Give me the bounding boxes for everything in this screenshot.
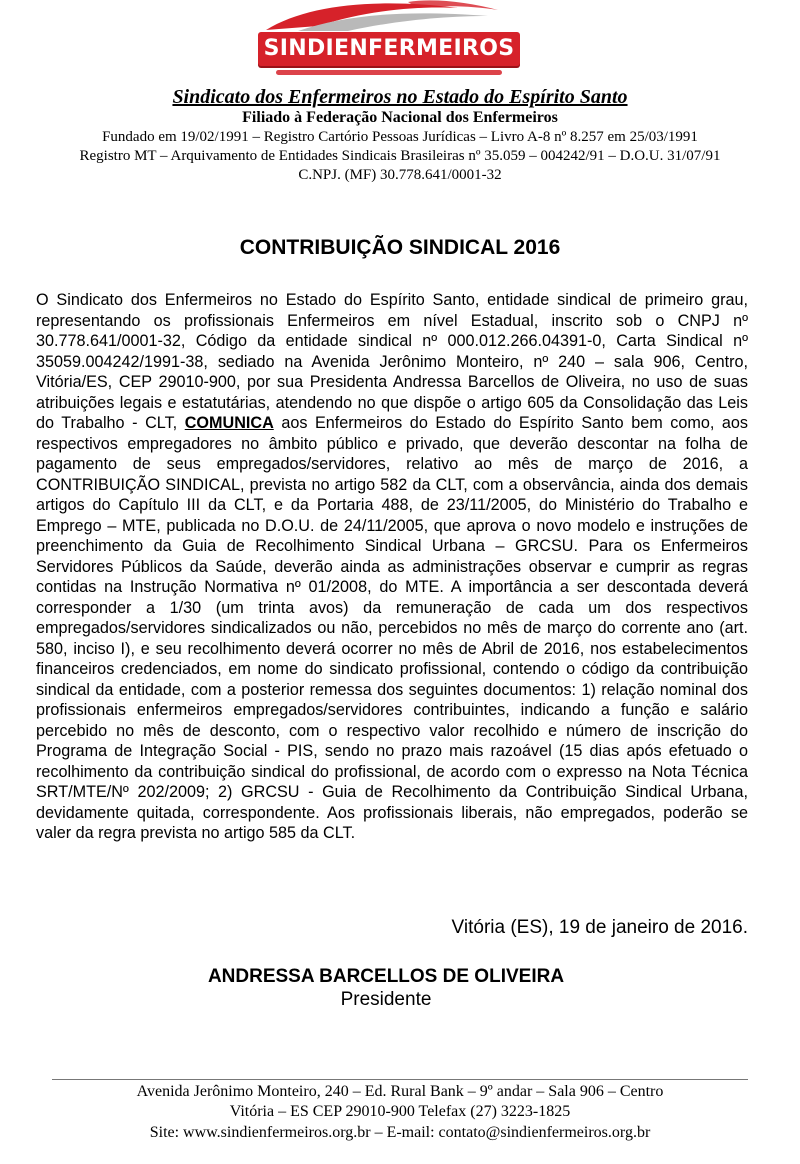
footer-contact: Site: www.sindienfermeiros.org.br – E-mail: contato@sindienfermeiros.org.br [149,1124,651,1141]
logo-swoosh-icon [258,0,520,34]
signer-name: ANDRESSA BARCELLOS DE OLIVEIRA [207,966,565,987]
page-title: CONTRIBUIÇÃO SINDICAL 2016 [239,236,561,259]
body-paragraph [36,290,748,844]
body-emphasis: COMUNICA [184,414,274,432]
body-text-part2: aos Enfermeiros do Estado do Espírito Santo bem como, aos respectivos empregadores no âmbito público e privado, que deverão descontar na folha de pagamento de seus empregados/servidores, relativo ao mês de março de 2016, a CONTRIBUIÇÃO SINDICAL, prevista no artigo 582 da CLT, com a observância, ainda dos demais artigos do Capítulo III da CLT, e da Portaria 488, de 23/11/2005, do Ministério do Trabalho e Emprego – MTE, publicada no D.O.U. de 24/11/2005, que aprova o novo modelo e instruções de preenchimento da Guia de Recolhimento Sindical Urbana – GRCSU. Para os Enfermeiros Servidores Públicos da Saúde, deverão ainda as administrações observar e cumprir as regras contidas na Instrução Normativa nº 01/2008, do MTE. A importância a ser descontada deverá corresponder a 1/30 (um trinta avos) da remuneração de cada um dos respectivos empregados/servidores sindicalizados ou não, percebidos no mês de março do corrente ano (art. 580, inciso I), e seu recolhimento deverá ocorrer no mês de Abril de 2016, nos estabelecimentos financeiros credenciados, em nome do sindicato profissional, contendo o código da contribuição sindical da entidade, com a posterior remessa dos seguintes documentos: 1) relação nominal dos profissionais enfermeiros empregados/servidores contribuintes, indicando a função e salário percebido no mês de desconto, com o respectivo valor recolhido e número de inscrição do Programa de Integração Social - PIS, sendo no prazo mais razoável (15 dias após efetuado o recolhimento da contribuição sindical do profissional, de acordo com o expresso na Nota Técnica SRT/MTE/Nº 202/2009; 2) GRCSU - Guia de Recolhimento da Contribuição Sindical Urbana, devidamente quitada, correspondente. Aos profissionais liberais, não empregados, poderão se valer da regra prevista no artigo 585 da CLT. [36,414,749,842]
cnpj-line: C.NPJ. (MF) 30.778.641/0001-32 [298,167,502,183]
footer-divider [52,1079,748,1080]
logo [258,0,520,78]
body-text-part1: O Sindicato dos Enfermeiros no Estado do Espírito Santo, entidade sindical de primeiro grau, representando os profissionais Enfermeiros em nível Estadual, inscrito sob o CNPJ nº 30.778.641/0001-32, Código da entidade sindical nº 000.012.266.04391-0, Carta Sindical nº 35059.004242/1991-38, sediado na Avenida Jerônimo Monteiro, nº 240 – sala 906, Centro, Vitória/ES, CEP 29010-900, por sua Presidenta Andressa Barcellos de Oliveira, no uso de suas atribuições legais e estatutárias, atendendo no que dispõe o artigo 605 da Consolidação das Leis do Trabalho - CLT, [36,291,748,432]
affiliation: Filiado à Federação Nacional dos Enfermeiros [242,109,558,126]
logo-underline [276,70,502,75]
date-line: Vitória (ES), 19 de janeiro de 2016. [451,917,748,938]
logo-text: SINDIENFERMEIROS [263,36,515,61]
footer-address: Avenida Jerônimo Monteiro, 240 – Ed. Rural Bank – 9º andar – Sala 906 – Centro [136,1083,664,1100]
org-name: Sindicato dos Enfermeiros no Estado do Espírito Santo [172,86,628,108]
signer-role: Presidente [340,989,432,1010]
founded-line: Fundado em 19/02/1991 – Registro Cartório Pessoas Jurídicas – Livro A-8 nº 8.257 em 25/03/1991 [102,129,698,145]
registry-line: Registro MT – Arquivamento de Entidades Sindicais Brasileiras nº 35.059 – 004242/91 – D.O.U. 31/07/91 [79,148,721,164]
footer-city: Vitória – ES CEP 29010-900 Telefax (27) 3223-1825 [229,1103,571,1120]
